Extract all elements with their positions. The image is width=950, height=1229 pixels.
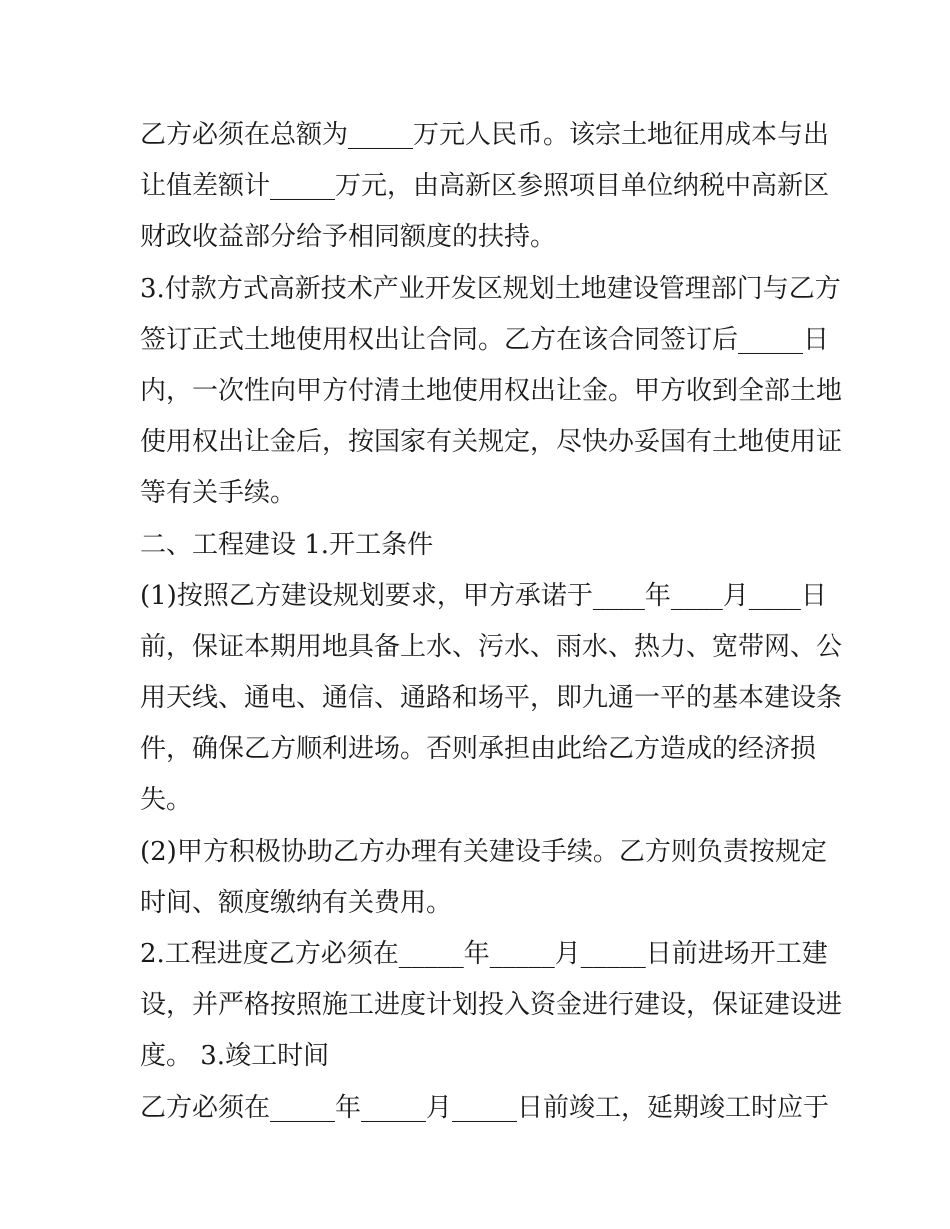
text-line: 设，并严格按照施工进度计划投入资金进行建设，保证建设进	[140, 990, 843, 1021]
text-line: 3.付款方式高新技术产业开发区规划土地建设管理部门与乙方	[140, 273, 841, 304]
contract-text-body	[140, 110, 843, 1134]
text-line: 件，确保乙方顺利进场。否则承担由此给乙方造成的经济损	[140, 734, 817, 765]
section-heading: 二、工程建设 1.开工条件	[140, 529, 434, 560]
text-line: 度。 3.竣工时间	[140, 1041, 330, 1072]
text-line: 内，一次性向甲方付清土地使用权出让金。甲方收到全部土地	[140, 375, 843, 406]
text-line: 等有关手续。	[140, 478, 297, 509]
text-line: 用天线、通电、通信、通路和场平，即九通一平的基本建设条	[140, 683, 843, 714]
text-line: 前，保证本期用地具备上水、污水、雨水、热力、宽带网、公	[140, 631, 843, 662]
text-line: (2)甲方积极协助乙方办理有关建设手续。乙方则负责按规定	[140, 836, 827, 867]
text-line: 乙方必须在总额为_____万元人民币。该宗土地征用成本与出	[140, 120, 830, 150]
text-line: 乙方必须在_____年_____月_____日前竣工，延期竣工时应于	[140, 1092, 830, 1123]
text-line: 2.工程进度乙方必须在_____年_____月_____日前进场开工建	[140, 939, 828, 969]
text-line: 时间、额度缴纳有关费用。	[140, 887, 453, 918]
text-line: 财政收益部分给予相同额度的扶持。	[140, 222, 557, 253]
text-line: 让值差额计_____万元，由高新区参照项目单位纳税中高新区	[140, 171, 830, 202]
text-line: 签订正式土地使用权出让合同。乙方在该合同签订后_____日	[140, 324, 830, 355]
text-line: 失。	[140, 785, 193, 816]
text-line: (1)按照乙方建设规划要求，甲方承诺于____年____月____日	[140, 580, 827, 611]
text-line: 使用权出让金后，按国家有关规定，尽快办妥国有土地使用证	[140, 427, 843, 458]
